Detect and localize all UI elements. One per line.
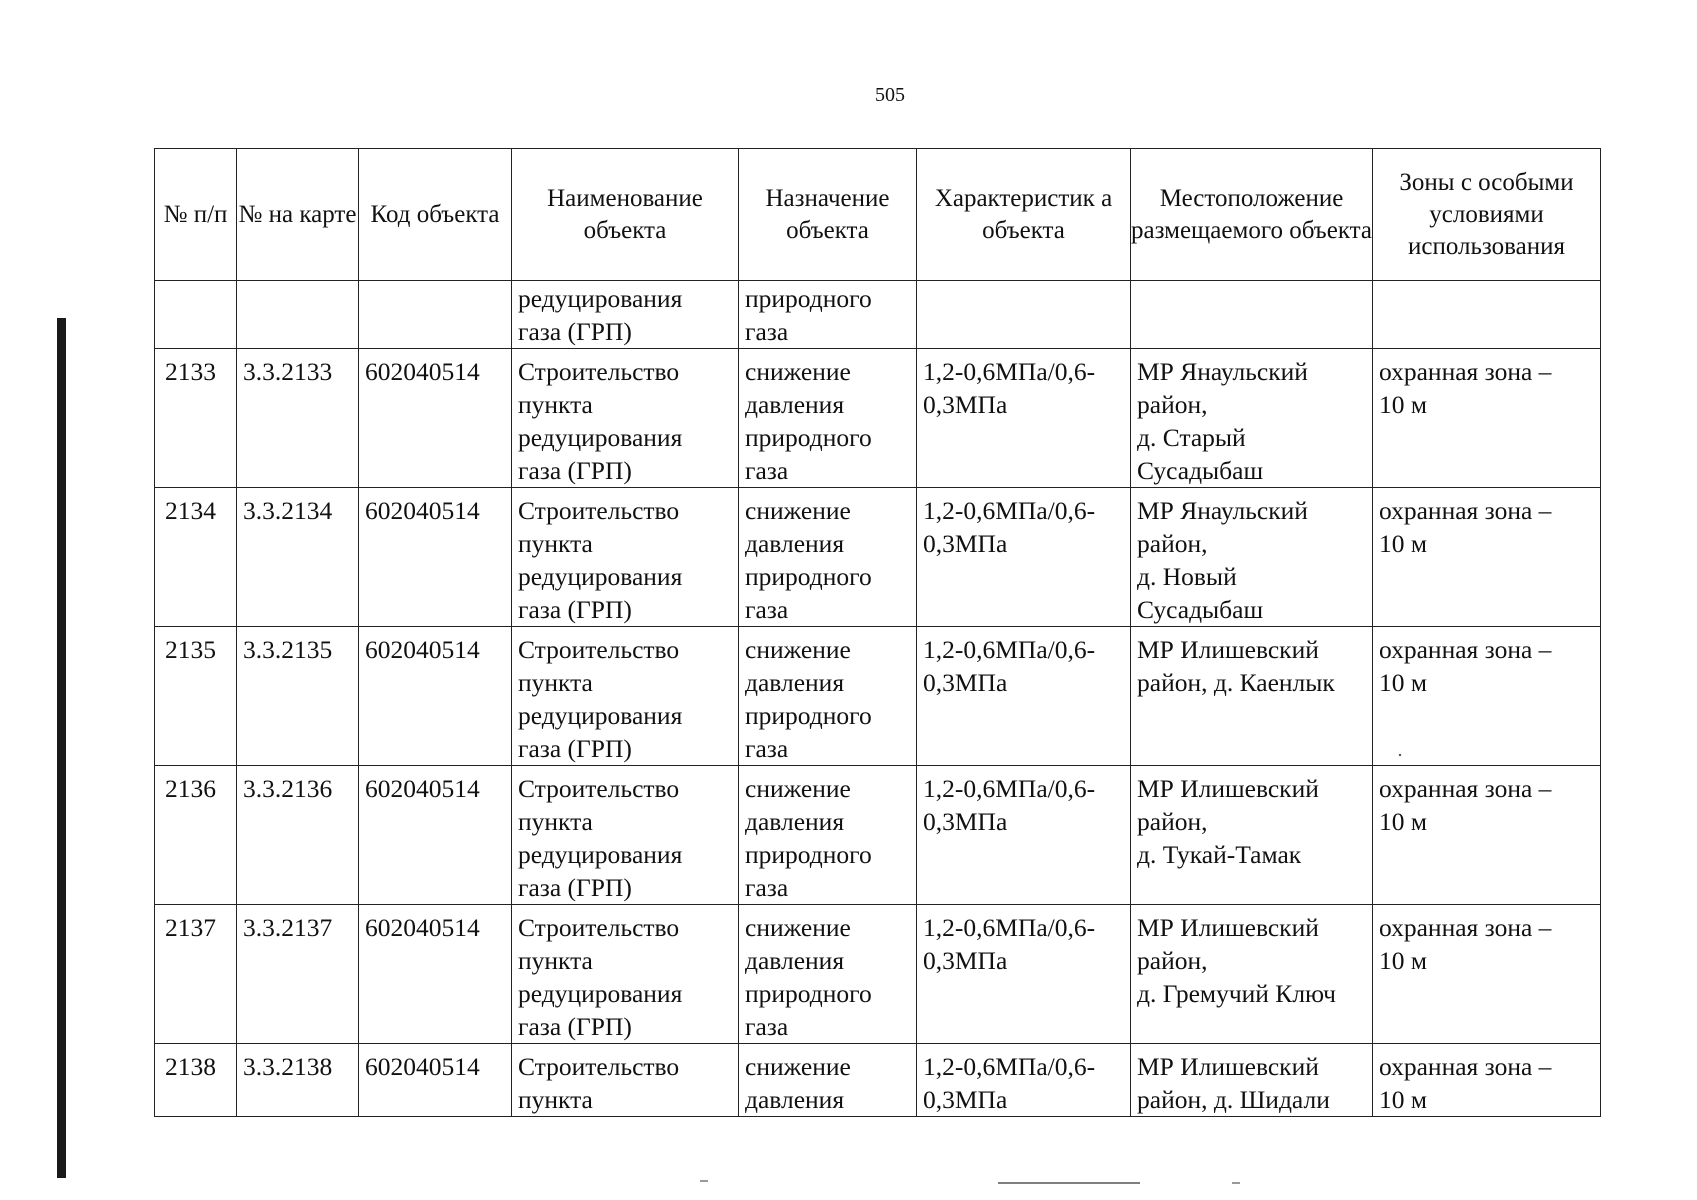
header-location: Местоположение размещаемого объекта <box>1131 149 1373 281</box>
cell-map-no: 3.3.2133 <box>237 349 359 488</box>
header-purpose: Назначение объекта <box>739 149 917 281</box>
header-code: Код объекта <box>359 149 512 281</box>
cell-location: МР Янаульский район, д. Старый Сусадыбаш <box>1131 349 1373 488</box>
cell-num: 2135 <box>155 627 237 766</box>
cell-name: Строительство пункта редуцирования газа (ГРП) <box>512 627 739 766</box>
cell-purpose: снижение давления природного газа <box>739 627 917 766</box>
cell-num: 2138 <box>155 1044 237 1117</box>
cell-zone: охранная зона – 10 м <box>1373 627 1601 766</box>
cell-purpose: природного газа <box>739 281 917 349</box>
cell-map-no: 3.3.2135 <box>237 627 359 766</box>
cell-name: Строительство пункта редуцирования газа (ГРП) <box>512 488 739 627</box>
cell-name: Строительство пункта редуцирования газа (ГРП) <box>512 905 739 1044</box>
cell-code: 602040514 <box>359 627 512 766</box>
header-num: № п/п <box>155 149 237 281</box>
header-zone: Зоны с особыми условиями использования <box>1373 149 1601 281</box>
cell-spec: 1,2-0,6МПа/0,6- 0,3МПа <box>917 766 1131 905</box>
cell-purpose: снижение давления природного газа <box>739 488 917 627</box>
cell-spec: 1,2-0,6МПа/0,6- 0,3МПа <box>917 905 1131 1044</box>
cell-location: МР Янаульский район, д. Новый Сусадыбаш <box>1131 488 1373 627</box>
cell-name: Строительство пункта <box>512 1044 739 1117</box>
cell-code: 602040514 <box>359 488 512 627</box>
cell-location: МР Илишевский район, д. Гремучий Ключ <box>1131 905 1373 1044</box>
cell-name: Строительство пункта редуцирования газа (ГРП) <box>512 766 739 905</box>
cell-zone: охранная зона – 10 м <box>1373 488 1601 627</box>
cell-num: 2134 <box>155 488 237 627</box>
header-name: Наименование объекта <box>512 149 739 281</box>
cell-name: редуцирования газа (ГРП) <box>512 281 739 349</box>
header-spec: Характеристик а объекта <box>917 149 1131 281</box>
cell-purpose: снижение давления <box>739 1044 917 1117</box>
cell-map-no: 3.3.2138 <box>237 1044 359 1117</box>
cell-map-no: 3.3.2136 <box>237 766 359 905</box>
cell-location: МР Илишевский район, д. Каенлык <box>1131 627 1373 766</box>
cell-map-no: 3.3.2137 <box>237 905 359 1044</box>
cell-map-no: 3.3.2134 <box>237 488 359 627</box>
cell-num: 2136 <box>155 766 237 905</box>
cell-zone: охранная зона – 10 м <box>1373 905 1601 1044</box>
cell-location: МР Илишевский район, д. Шидали <box>1131 1044 1373 1117</box>
page-number: 505 <box>875 84 905 106</box>
cell-purpose: снижение давления природного газа <box>739 766 917 905</box>
scan-mark <box>1399 754 1401 756</box>
cell-code: 602040514 <box>359 349 512 488</box>
header-map-no: № на карте <box>237 149 359 281</box>
cell-code: 602040514 <box>359 1044 512 1117</box>
cell-num: 2133 <box>155 349 237 488</box>
cell-spec: 1,2-0,6МПа/0,6- 0,3МПа <box>917 1044 1131 1117</box>
cell-purpose: снижение давления природного газа <box>739 905 917 1044</box>
cell-code: 602040514 <box>359 766 512 905</box>
cell-zone: охранная зона – 10 м <box>1373 766 1601 905</box>
cell-location: МР Илишевский район, д. Тукай-Тамак <box>1131 766 1373 905</box>
cell-zone: охранная зона – 10 м <box>1373 349 1601 488</box>
cell-purpose: снижение давления природного газа <box>739 349 917 488</box>
cell-name: Строительство пункта редуцирования газа (ГРП) <box>512 349 739 488</box>
cell-spec: 1,2-0,6МПа/0,6- 0,3МПа <box>917 627 1131 766</box>
cell-num: 2137 <box>155 905 237 1044</box>
cell-spec: 1,2-0,6МПа/0,6- 0,3МПа <box>917 349 1131 488</box>
cell-code: 602040514 <box>359 905 512 1044</box>
cell-zone: охранная зона – 10 м <box>1373 1044 1601 1117</box>
cell-spec: 1,2-0,6МПа/0,6- 0,3МПа <box>917 488 1131 627</box>
